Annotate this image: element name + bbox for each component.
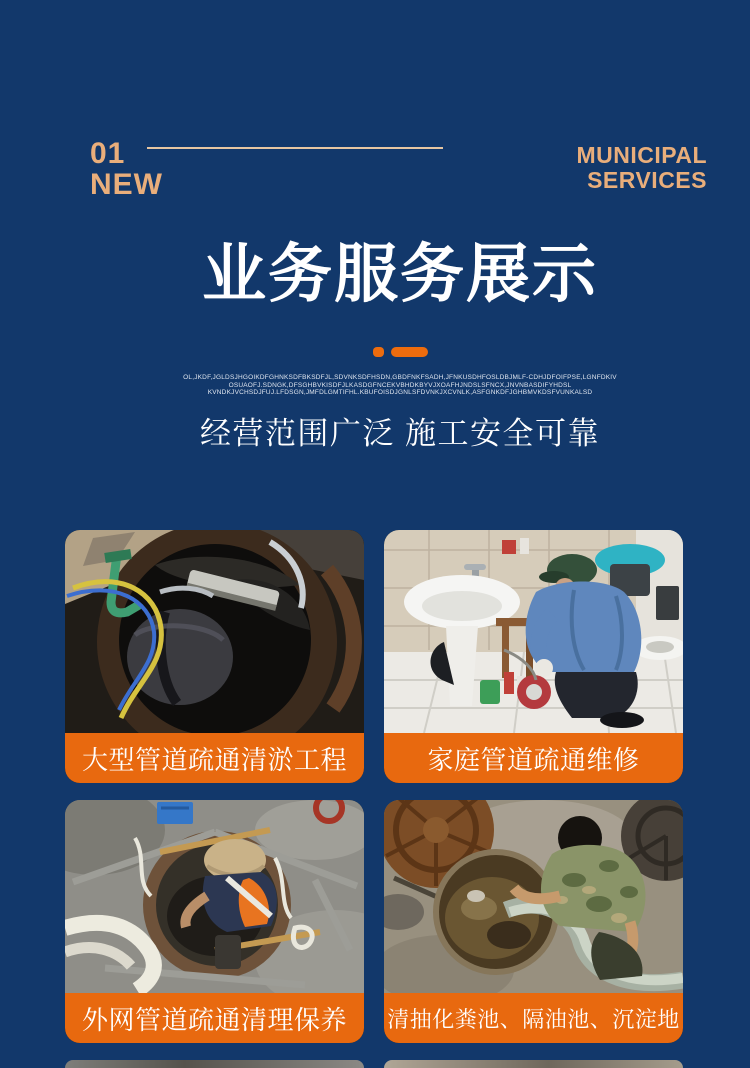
header-english-line1: MUNICIPAL [576,142,707,168]
septic-tank-suction-photo [384,800,683,993]
service-card-external-pipe-maintenance [65,800,364,1043]
fineprint-line: OSUAOFJ.SDNGK,DFSGHBVKISDFJLKASDGFNCEKVBHDKBYVJXOAFHJNDSLSFNCX,JNVNBASDIFYHDSL [228,381,572,389]
fineprint-line: OL,JKDF,JGLDSJHGOIKDFGHNKSDFBKSDFJL,SDVNKSDFHSDN,GBDFNKFSADH,JFNKUSDHFOSLDBJMLF-CDHJDFOIFPSE,LGNFDKIV [183,374,617,381]
fineprint-line: KVNDKJVCHSDJFUJ.LFDSGN,JMFDLGMTIFHL.KBUFOISDJGNLSFDVNKJXCVNLK,ASFGNKDFJGHBMVKDSFVUNKALSD [207,389,593,397]
title-ornament [50,347,750,357]
service-card-septic-tank-cleaning [384,800,683,1043]
ornament-dot-icon [373,347,384,357]
header-english-caption [576,143,707,193]
bathroom-repair-illustration [384,530,683,733]
service-card-large-pipe-dredging [65,530,364,783]
street-manhole-illustration [65,800,364,993]
service-card-label: 清抽化粪池、隔油池、沉淀地 [384,993,683,1043]
section-index-word: NEW [90,168,163,201]
next-row-photo-sliver-left [65,1060,364,1068]
header-divider-line [147,147,443,149]
next-row-photo-sliver-right [384,1060,683,1068]
section-index-number: 01 [90,137,126,170]
service-card-home-pipe-repair [384,530,683,783]
manhole-sludge-illustration [65,530,364,733]
home-bathroom-pipe-repair-photo [384,530,683,733]
septic-suction-illustration [384,800,683,993]
service-card-label: 家庭管道疏通维修 [384,733,683,783]
street-manhole-maintenance-photo [65,800,364,993]
decorative-fineprint [50,374,750,397]
manhole-sludge-dredging-photo [65,530,364,733]
service-card-label: 大型管道疏通清淤工程 [65,733,364,783]
page-title: 业务服务展示 [202,238,598,310]
header-english-line2: SERVICES [587,167,707,193]
ornament-dash-icon [391,347,428,357]
page-subtitle: 经营范围广泛 施工安全可靠 [199,416,601,451]
service-card-label: 外网管道疏通清理保养 [65,993,364,1043]
